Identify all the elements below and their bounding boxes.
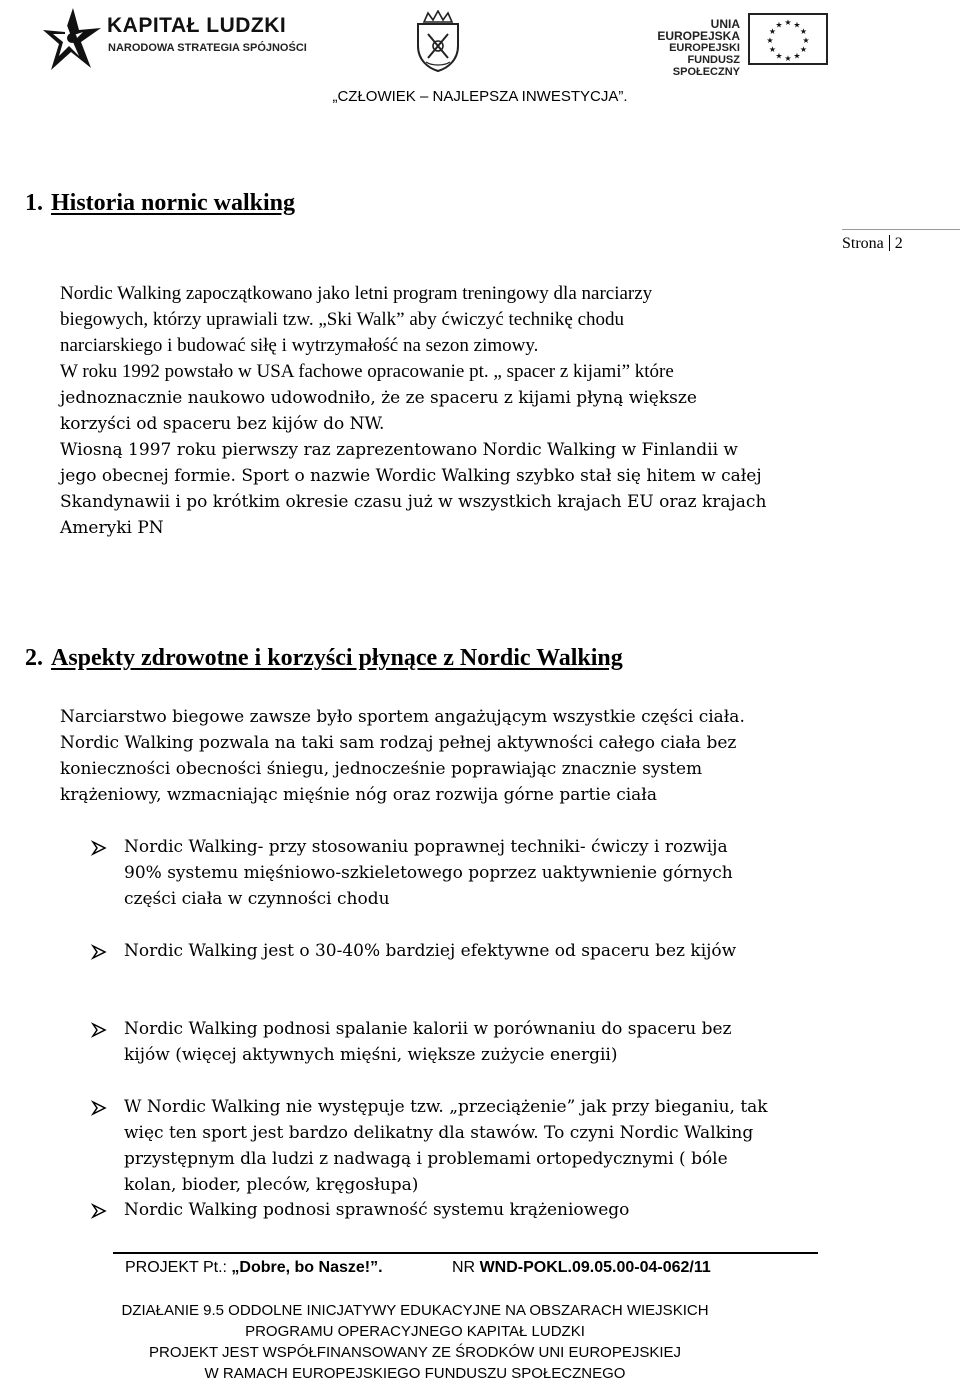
svg-text:★: ★ (784, 18, 792, 27)
page-label-separator (889, 235, 890, 251)
paragraph-line: jego obecnej formie. Sport o nazwie Wordic Walking szybko stał się hitem w całej (60, 466, 762, 486)
section-1-paragraph-a (60, 281, 840, 359)
footer-nr-value: WND-POKL.09.05.00-04-062/11 (479, 1259, 711, 1276)
svg-text:★: ★ (793, 20, 801, 30)
section-1-paragraph-b (60, 359, 840, 541)
bullet-item (90, 938, 850, 964)
svg-text:★: ★ (784, 54, 792, 63)
svg-text:★: ★ (768, 45, 777, 54)
paragraph-line: W roku 1992 powstało w USA fachowe opracowanie pt. „ spacer z kijami” które (60, 361, 674, 382)
paragraph-line: konieczności obecności śniegu, jednocześnie poprawiając znacznie system (60, 759, 703, 779)
paragraph-line: Nordic Walking pozwala na taki sam rodzaj pełnej aktywności całego ciała bez (60, 733, 737, 753)
svg-text:★: ★ (793, 51, 801, 61)
section-2-number: 2. (25, 645, 43, 671)
bullet-line: Nordic Walking podnosi sprawność systemu krążeniowego (124, 1200, 630, 1220)
bullet-line: Nordic Walking- przy stosowaniu poprawnej techniki- ćwiczy i rozwija (124, 837, 728, 857)
svg-text:★: ★ (802, 36, 810, 45)
section-2-paragraph (60, 704, 840, 808)
arrowhead-bullet-icon (90, 1197, 110, 1223)
footer-project-name: „Dobre, bo Nasze!”. (231, 1259, 383, 1276)
bullet-item (90, 1094, 850, 1198)
paragraph-line: biegowych, którzy uprawiali tzw. „Ski Walk” aby ćwiczyć technikę chodu (60, 309, 625, 330)
star-logo-icon (35, 2, 105, 76)
page-number: 2 (894, 235, 903, 252)
arrowhead-bullet-icon (90, 938, 110, 964)
section-2-title: Aspekty zdrowotne i korzyści płynące z Nordic Walking (51, 645, 623, 671)
footer-nr-label: NR (452, 1259, 480, 1276)
eu-line-2: EUROPEJSKI (669, 42, 740, 54)
eu-line-3: FUNDUSZ SPOŁECZNY (672, 54, 740, 78)
section-2-heading (25, 645, 623, 672)
footer-text (0, 1300, 830, 1384)
footer-project (125, 1259, 383, 1277)
footer-rule (113, 1252, 818, 1254)
svg-text:★: ★ (799, 27, 808, 36)
page-label (842, 235, 903, 253)
footer-line: PROJEKT JEST WSPÓŁFINANSOWANY ZE ŚRODKÓW UNI EUROPEJSKIEJ (148, 1344, 682, 1361)
paragraph-line: korzyści od spaceru bez kijów do NW. (60, 414, 385, 434)
svg-text:★: ★ (768, 27, 777, 36)
paragraph-line: Nordic Walking zapoczątkowano jako letni program treningowy dla narciarzy (60, 283, 653, 304)
svg-text:★: ★ (766, 36, 774, 45)
logo-title: KAPITAŁ LUDZKI (107, 14, 287, 37)
paragraph-line: krążeniowy, wzmacniając mięśnie nóg oraz rozwija górne partie ciała (60, 785, 657, 805)
arrowhead-bullet-icon (90, 1016, 110, 1042)
svg-text:★: ★ (775, 51, 783, 61)
header-slogan: „CZŁOWIEK – NAJLEPSZA INWESTYCJA”. (332, 88, 628, 105)
arrowhead-bullet-icon (90, 1094, 110, 1120)
footer-line: PROGRAMU OPERACYJNEGO KAPITAŁ LUDZKI (245, 1323, 585, 1340)
bullet-item (90, 834, 850, 912)
bullet-item (90, 1016, 850, 1068)
bullet-line: więc ten sport jest bardzo delikatny dla stawów. To czyni Nordic Walking (124, 1123, 754, 1143)
bullet-line: kijów (więcej aktywnych mięśni, większe zużycie energii) (124, 1045, 618, 1065)
kapital-ludzki-logo (35, 2, 307, 76)
footer-project-label: PROJEKT Pt.: (125, 1259, 232, 1276)
paragraph-line: Wiosną 1997 roku pierwszy raz zaprezentowano Nordic Walking w Finlandii w (60, 440, 738, 460)
coat-of-arms-icon (414, 10, 462, 72)
page-label-prefix: Strona (842, 235, 884, 252)
footer-number (452, 1259, 711, 1277)
paragraph-line: Ameryki PN (60, 518, 164, 538)
bullet-line: Nordic Walking jest o 30-40% bardziej efektywne od spaceru bez kijów (124, 941, 737, 961)
bullet-line: przystępnym dla ludzi z nadwagą i problemami ortopedycznymi ( bóle (124, 1149, 728, 1169)
bullet-line: części ciała w czynności chodu (124, 889, 390, 909)
eu-line-1: UNIA EUROPEJSKA (657, 17, 740, 43)
svg-text:★: ★ (799, 45, 808, 54)
paragraph-line: jednoznacznie naukowo udowodniło, że ze spaceru z kijami płyną większe (60, 388, 697, 408)
eu-logo-text (632, 18, 740, 78)
section-1-heading (25, 190, 295, 217)
bullet-item (90, 1197, 850, 1223)
bullet-line: kolan, bioder, pleców, kręgosłupa) (124, 1175, 419, 1195)
page-label-rule (842, 229, 960, 230)
bullet-line: W Nordic Walking nie występuje tzw. „przeciążenie” jak przy bieganiu, tak (124, 1097, 768, 1117)
paragraph-line: Skandynawii i po krótkim okresie czasu już w wszystkich krajach EU oraz krajach (60, 492, 767, 512)
footer-line: DZIAŁANIE 9.5 ODDOLNE INICJATYWY EDUKACYJNE NA OBSZARACH WIEJSKICH (121, 1302, 709, 1319)
section-1-title: Historia nornic walking (51, 190, 296, 216)
bullet-line: Nordic Walking podnosi spalanie kalorii w porównaniu do spaceru bez (124, 1019, 732, 1039)
paragraph-line: Narciarstwo biegowe zawsze było sportem angażującym wszystkie części ciała. (60, 707, 745, 727)
eu-flag-icon (748, 13, 828, 65)
paragraph-line: narciarskiego i budować siłę i wytrzymałość na sezon zimowy. (60, 335, 539, 356)
bullet-line: 90% systemu mięśniowo-szkieletowego poprzez uaktywnienie górnych (124, 863, 733, 883)
section-1-number: 1. (25, 190, 43, 216)
logo-subtitle: NARODOWA STRATEGIA SPÓJNOŚCI (108, 42, 307, 54)
arrowhead-bullet-icon (90, 834, 110, 860)
svg-text:★: ★ (775, 20, 783, 30)
footer-line: W RAMACH EUROPEJSKIEGO FUNDUSZU SPOŁECZNEGO (204, 1365, 626, 1382)
